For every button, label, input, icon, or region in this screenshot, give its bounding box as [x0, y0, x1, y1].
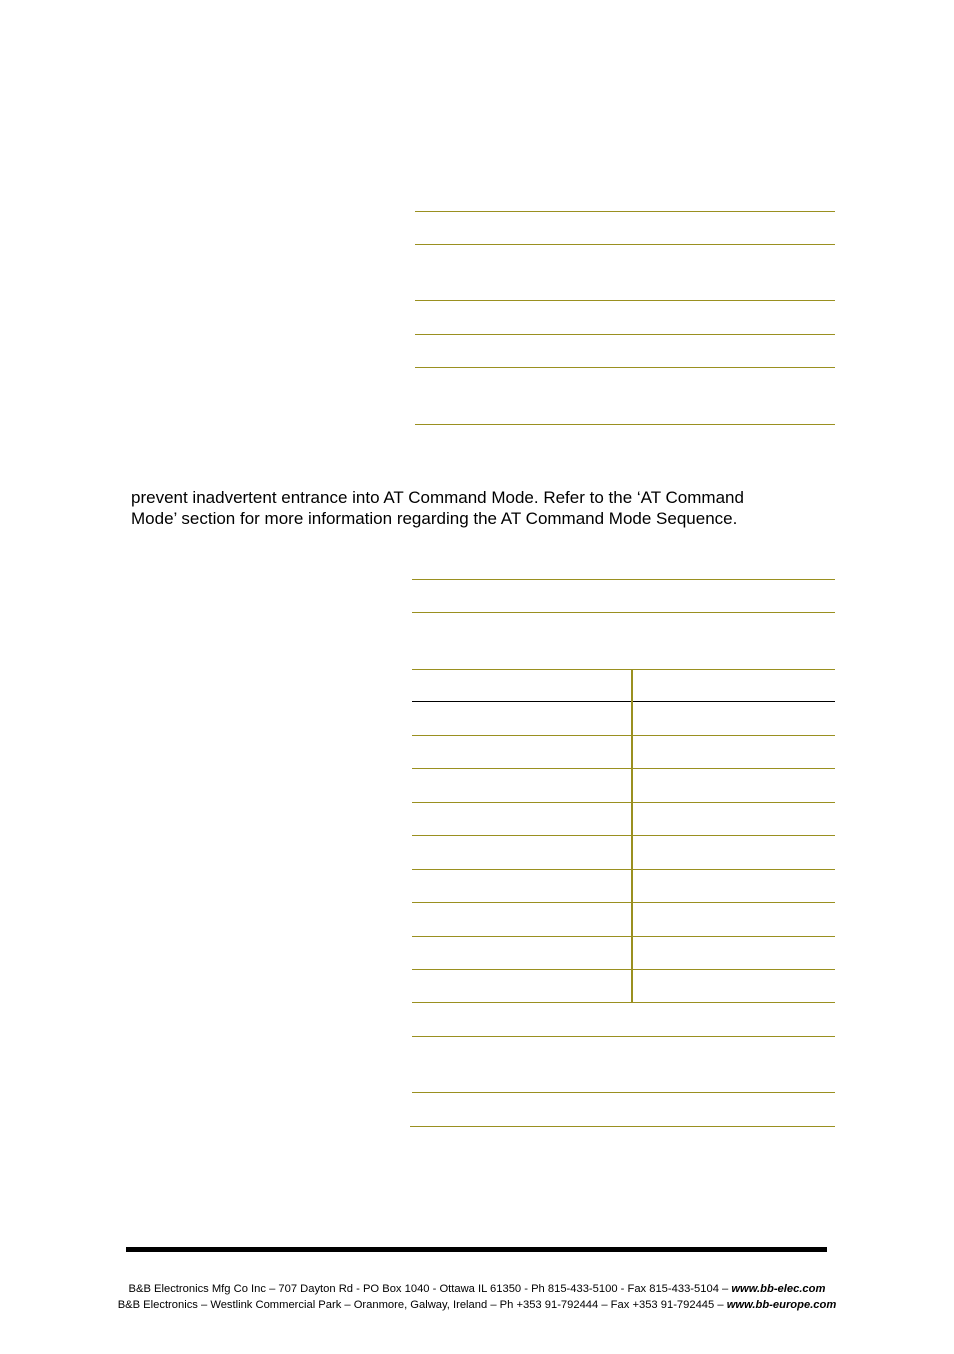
- table-rule: [412, 579, 835, 580]
- table-rule: [412, 612, 835, 613]
- table-rule: [412, 669, 835, 670]
- footer-rule: [126, 1247, 827, 1252]
- table-rule: [412, 802, 835, 803]
- table-rule: [415, 367, 835, 368]
- table-rule: [415, 424, 835, 425]
- footer-us-text: B&B Electronics Mfg Co Inc – 707 Dayton Rd - PO Box 1040 - Ottawa IL 61350 - Ph 815-433-5100 - Fax 815-433-5104 –: [128, 1283, 732, 1295]
- table-column-divider: [631, 669, 633, 1002]
- paragraph-line: prevent inadvertent entrance into AT Command Mode. Refer to the ‘AT Command: [131, 488, 744, 507]
- table-rule: [415, 334, 835, 335]
- table-rule: [412, 936, 835, 937]
- table-rule: [415, 211, 835, 212]
- footer-eu-address: [0, 1298, 954, 1312]
- footer-us-link[interactable]: www.bb-elec.com: [731, 1283, 826, 1295]
- footer-eu-link[interactable]: www.bb-europe.com: [726, 1299, 837, 1311]
- table-rule: [412, 768, 835, 769]
- table-rule: [412, 902, 835, 903]
- table-header-rule: [412, 701, 835, 702]
- body-paragraph: [131, 487, 831, 529]
- table-rule: [412, 735, 835, 736]
- table-rule: [415, 300, 835, 301]
- table-rule: [412, 1002, 835, 1003]
- table-rule: [412, 869, 835, 870]
- table-rule: [412, 1036, 835, 1037]
- table-rule: [415, 244, 835, 245]
- table-rule: [410, 1126, 835, 1127]
- table-rule: [412, 835, 835, 836]
- footer-eu-text: B&B Electronics – Westlink Commercial Park – Oranmore, Galway, Ireland – Ph +353 91-792444 – Fax +353 91-792445 –: [117, 1299, 727, 1311]
- paragraph-line: Mode’ section for more information regarding the AT Command Mode Sequence.: [131, 509, 738, 528]
- table-rule: [412, 1092, 835, 1093]
- footer-us-address: [0, 1282, 954, 1296]
- table-rule: [412, 969, 835, 970]
